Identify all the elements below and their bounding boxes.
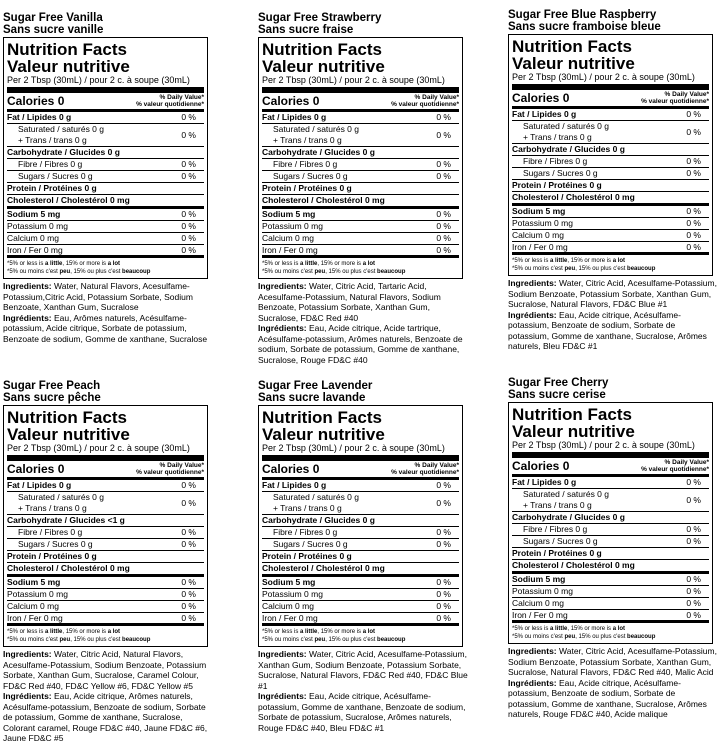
carbohydrate-row: Carbohydrate / Glucides 0 g [512,512,709,524]
calories-row [262,93,459,112]
nutrition-facts-panel [258,37,463,279]
carbohydrate-row: Carbohydrate / Glucides 0 g [262,515,459,527]
product-name-fr: Sans sucre pêche [3,392,101,404]
nutrition-facts-panel [508,402,713,644]
calcium-row: Calcium 0 mg 0 % [7,601,204,613]
potassium-row: Potassium 0 mg 0 % [512,218,709,230]
fat-row: Fat / Lipides 0 g 0 % [512,109,709,121]
valeur-nutritive-title: Valeur nutritive [262,425,385,444]
fat-row: Fat / Lipides 0 g 0 % [512,477,709,489]
fat-row: Fat / Lipides 0 g 0 % [262,112,459,124]
product-label-4 [3,380,208,744]
fat-row: Fat / Lipides 0 g 0 % [7,480,204,492]
footnote: *5% or less is a little, 15% or more is a lot *5% ou moins c'est peu, 15% ou plus c'est beaucoup [512,620,709,641]
serving-size: Per 2 Tbsp (30mL) / pour 2 c. à soupe (30mL) [512,72,709,90]
carbohydrate-row: Carbohydrate / Glucides <1 g [7,515,204,527]
ingredients-en: Ingredients: Water, Citric Acid, Acesulfame-Potassium, Sodium Benzoate, Potassium Sorbate, Xanthan Gum, Sucralose, Natural Flavors, FD&C Red #40, Malic Acid [508,646,717,677]
saturated-trans-row: Saturated / saturés 0 g + Trans / trans 0 g 0 % [512,489,709,512]
sugars-row: Sugars / Sucres 0 g 0 % [7,171,204,183]
sugars-row: Sugars / Sucres 0 g 0 % [7,539,204,551]
product-name-fr: Sans sucre fraise [258,24,354,36]
ingredients-fr: Ingrédients: Eau, Acide citrique, Acide tartrique, Acésulfame-potassium, Arômes naturels, Benzoate de sodium, Sorbate de potassium, Gomme de xanthane, Sucralose, Rouge FD&C #40 [258,323,463,365]
ingredients-fr: Ingrédients: Eau, Arômes naturels, Acésulfame-potassium, Acide citrique, Sorbate de potassium, Benzoate de sodium, Gomme de xanthane, Sucralose [3,312,208,344]
product-name-fr: Sans sucre lavande [258,392,366,404]
protein-row: Protein / Protéines 0 g [262,551,459,563]
nutrition-facts-panel [508,34,713,276]
product-name-en: Sugar Free Cherry [508,377,609,389]
product-label-5 [258,380,468,733]
product-label-1 [3,12,208,344]
ingredients-en: Ingredients: Water, Citric Acid, Natural Flavors, Acesulfame-Potassium, Sodium Benzoate, Potassium Sorbate, Xanthan Gum, Sucralose, Caramel Colour, FD&C Red #40, FD&C Yellow #6, FD&C Yellow #5 [3,649,207,691]
calories-row [7,461,204,480]
iron-row: Iron / Fer 0 mg 0 % [512,610,701,620]
calories-row [262,461,459,480]
saturated-trans-row: Saturated / saturés 0 g + Trans / trans 0 g 0 % [262,124,459,147]
calcium-row: Calcium 0 mg 0 % [262,601,459,613]
calories-row [7,93,204,112]
fat-row: Fat / Lipides 0 g 0 % [262,480,459,492]
footnote: *5% or less is a little, 15% or more is a lot *5% ou moins c'est peu, 15% ou plus c'est beaucoup [7,255,204,276]
sodium-row: Sodium 5 mg 0 % [512,574,709,586]
calories: Calories 0 [7,462,65,476]
daily-value-header: % Daily Value* % valeur quotidienne* [641,459,709,473]
protein-row: Protein / Protéines 0 g [7,551,204,563]
saturated-trans-row: Saturated / saturés 0 g + Trans / trans 0 g 0 % [262,492,459,515]
footnote: *5% or less is a little, 15% or more is a lot *5% ou moins c'est peu, 15% ou plus c'est beaucoup [262,623,459,644]
serving-size: Per 2 Tbsp (30mL) / pour 2 c. à soupe (30mL) [262,443,459,461]
daily-value-header: % Daily Value* % valeur quotidienne* [641,91,709,105]
nutrition-facts-title: Nutrition Facts [7,408,127,427]
calories-row [512,458,709,477]
cholesterol-row: Cholesterol / Cholestérol 0 mg [262,195,459,209]
sugars-row: Sugars / Sucres 0 g 0 % [262,171,459,183]
ingredients-en: Ingredients: Water, Natural Flavors, Acesulfame-Potassium,Citric Acid, Potassium Sorbate, Sodium Benzoate, Xanthan Gum, Sucralose [3,281,193,312]
nutrition-facts-title: Nutrition Facts [262,408,382,427]
cholesterol-row: Cholesterol / Cholestérol 0 mg [7,563,204,577]
calcium-row: Calcium 0 mg 0 % [262,233,459,245]
nutrition-facts-panel [3,405,208,647]
nutrition-facts-title: Nutrition Facts [512,405,632,424]
potassium-row: Potassium 0 mg 0 % [262,589,459,601]
fibre-row: Fibre / Fibres 0 g 0 % [512,524,709,536]
product-name-en: Sugar Free Vanilla [3,12,103,24]
daily-value-header: % Daily Value* % valeur quotidienne* [391,94,459,108]
calories-row [512,90,709,109]
daily-value-header: % Daily Value* % valeur quotidienne* [136,94,204,108]
fibre-row: Fibre / Fibres 0 g 0 % [262,527,459,539]
product-name-fr: Sans sucre framboise bleue [508,21,661,33]
calories: Calories 0 [262,94,320,108]
product-name-en: Sugar Free Peach [3,380,101,392]
calcium-row: Calcium 0 mg 0 % [512,230,709,242]
valeur-nutritive-title: Valeur nutritive [262,57,385,76]
iron-row: Iron / Fer 0 mg 0 % [512,242,701,252]
calcium-row: Calcium 0 mg 0 % [512,598,709,610]
ingredients-fr: Ingrédients: Eau, Acide citrique, Acésulfame-potassium, Benzoate de sodium, Sorbate de potassium, Gomme de xanthane, Sucralose, Arômes naturels, Rouge FD&C #40, Acide malique [508,677,707,719]
potassium-row: Potassium 0 mg 0 % [7,589,204,601]
serving-size: Per 2 Tbsp (30mL) / pour 2 c. à soupe (30mL) [7,75,204,93]
nutrition-facts-panel [3,37,208,279]
ingredients-fr: Ingrédients: Eau, Acide citrique, Arômes naturels, Acésulfame-potassium, Benzoate de sodium, Sorbate de potassium, Gomme de xanthane, Sucralose, Colorant caramel, Rouge FD&C #40, Jaune FD&C #6, Jaune FD&C #5 [3,691,208,743]
sodium-row: Sodium 5 mg 0 % [7,209,204,221]
footnote: *5% or less is a little, 15% or more is a lot *5% ou moins c'est peu, 15% ou plus c'est beaucoup [7,623,204,644]
product-label-2 [258,12,463,365]
ingredients-fr: Ingrédients: Eau, Acide citrique, Acésulfame-potassium, Benzoate de sodium, Sorbate de potassium, Gomme de xanthane, Sucralose, Arômes naturels, Bleu FD&C #1 [508,309,707,351]
fibre-row: Fibre / Fibres 0 g 0 % [512,156,709,168]
calories: Calories 0 [512,459,570,473]
sodium-row: Sodium 5 mg 0 % [262,209,459,221]
product-label-3 [508,9,717,352]
saturated-trans-row: Saturated / saturés 0 g + Trans / trans 0 g 0 % [512,121,709,144]
serving-size: Per 2 Tbsp (30mL) / pour 2 c. à soupe (30mL) [7,443,204,461]
product-name-en: Sugar Free Strawberry [258,12,382,24]
valeur-nutritive-title: Valeur nutritive [512,54,635,73]
protein-row: Protein / Protéines 0 g [262,183,459,195]
footnote: *5% or less is a little, 15% or more is a lot *5% ou moins c'est peu, 15% ou plus c'est beaucoup [512,252,709,273]
iron-row: Iron / Fer 0 mg 0 % [7,245,196,255]
saturated-trans-row: Saturated / saturés 0 g + Trans / trans 0 g 0 % [7,492,204,515]
product-name-en: Sugar Free Blue Raspberry [508,9,657,21]
valeur-nutritive-title: Valeur nutritive [7,57,130,76]
nutrition-facts-title: Nutrition Facts [262,40,382,59]
carbohydrate-row: Carbohydrate / Glucides 0 g [7,147,204,159]
carbohydrate-row: Carbohydrate / Glucides 0 g [512,144,709,156]
fibre-row: Fibre / Fibres 0 g 0 % [262,159,459,171]
product-name-fr: Sans sucre vanille [3,24,104,36]
sugars-row: Sugars / Sucres 0 g 0 % [262,539,459,551]
product-label-6 [508,377,717,720]
valeur-nutritive-title: Valeur nutritive [512,422,635,441]
protein-row: Protein / Protéines 0 g [7,183,204,195]
calories: Calories 0 [262,462,320,476]
calories: Calories 0 [7,94,65,108]
sugars-row: Sugars / Sucres 0 g 0 % [512,536,709,548]
protein-row: Protein / Protéines 0 g [512,180,709,192]
nutrition-facts-title: Nutrition Facts [7,40,127,59]
protein-row: Protein / Protéines 0 g [512,548,709,560]
calcium-row: Calcium 0 mg 0 % [7,233,204,245]
sodium-row: Sodium 5 mg 0 % [7,577,204,589]
cholesterol-row: Cholesterol / Cholestérol 0 mg [7,195,204,209]
fibre-row: Fibre / Fibres 0 g 0 % [7,527,204,539]
cholesterol-row: Cholesterol / Cholestérol 0 mg [512,192,709,206]
footnote: *5% or less is a little, 15% or more is a lot *5% ou moins c'est peu, 15% ou plus c'est beaucoup [262,255,459,276]
carbohydrate-row: Carbohydrate / Glucides 0 g [262,147,459,159]
sodium-row: Sodium 5 mg 0 % [262,577,459,589]
potassium-row: Potassium 0 mg 0 % [7,221,204,233]
iron-row: Iron / Fer 0 mg 0 % [262,245,451,255]
nutrition-facts-panel [258,405,463,647]
iron-row: Iron / Fer 0 mg 0 % [262,613,451,623]
ingredients-en: Ingredients: Water, Citric Acid, Acesulfame-Potassium, Xanthan Gum, Sodium Benzoate, Potassium Sorbate, Sucralose, Natural Flavors, FD&C Red #40, FD&C Blue #1 [258,649,468,691]
ingredients-en: Ingredients: Water, Citric Acid, Tartaric Acid, Acesulfame-Potassium, Natural Flavors, Sodium Benzoate, Potassium Sorbate, Xanthan Gum, Sucralose, FD&C Red #40 [258,281,441,323]
iron-row: Iron / Fer 0 mg 0 % [7,613,196,623]
cholesterol-row: Cholesterol / Cholestérol 0 mg [512,560,709,574]
ingredients-en: Ingredients: Water, Citric Acid, Acesulfame-Potassium, Sodium Benzoate, Potassium Sorbate, Xanthan Gum, Sucralose, Natural Flavors, FD&C Blue #1 [508,278,717,309]
nutrition-facts-title: Nutrition Facts [512,37,632,56]
ingredients-fr: Ingrédients: Eau, Acide citrique, Acésulfame-potassium, Gomme de xanthane, Benzoate de sodium, Sorbate de potassium, Sucralose, Arômes naturels, Rouge FD&C #40, Bleu FD&C #1 [258,691,466,733]
sugars-row: Sugars / Sucres 0 g 0 % [512,168,709,180]
cholesterol-row: Cholesterol / Cholestérol 0 mg [262,563,459,577]
product-name-en: Sugar Free Lavender [258,380,373,392]
serving-size: Per 2 Tbsp (30mL) / pour 2 c. à soupe (30mL) [262,75,459,93]
fibre-row: Fibre / Fibres 0 g 0 % [7,159,204,171]
fat-row: Fat / Lipides 0 g 0 % [7,112,204,124]
potassium-row: Potassium 0 mg 0 % [262,221,459,233]
saturated-trans-row: Saturated / saturés 0 g + Trans / trans 0 g 0 % [7,124,204,147]
valeur-nutritive-title: Valeur nutritive [7,425,130,444]
calories: Calories 0 [512,91,570,105]
daily-value-header: % Daily Value* % valeur quotidienne* [136,462,204,476]
potassium-row: Potassium 0 mg 0 % [512,586,709,598]
product-name-fr: Sans sucre cerise [508,389,606,401]
serving-size: Per 2 Tbsp (30mL) / pour 2 c. à soupe (30mL) [512,440,709,458]
daily-value-header: % Daily Value* % valeur quotidienne* [391,462,459,476]
sodium-row: Sodium 5 mg 0 % [512,206,709,218]
